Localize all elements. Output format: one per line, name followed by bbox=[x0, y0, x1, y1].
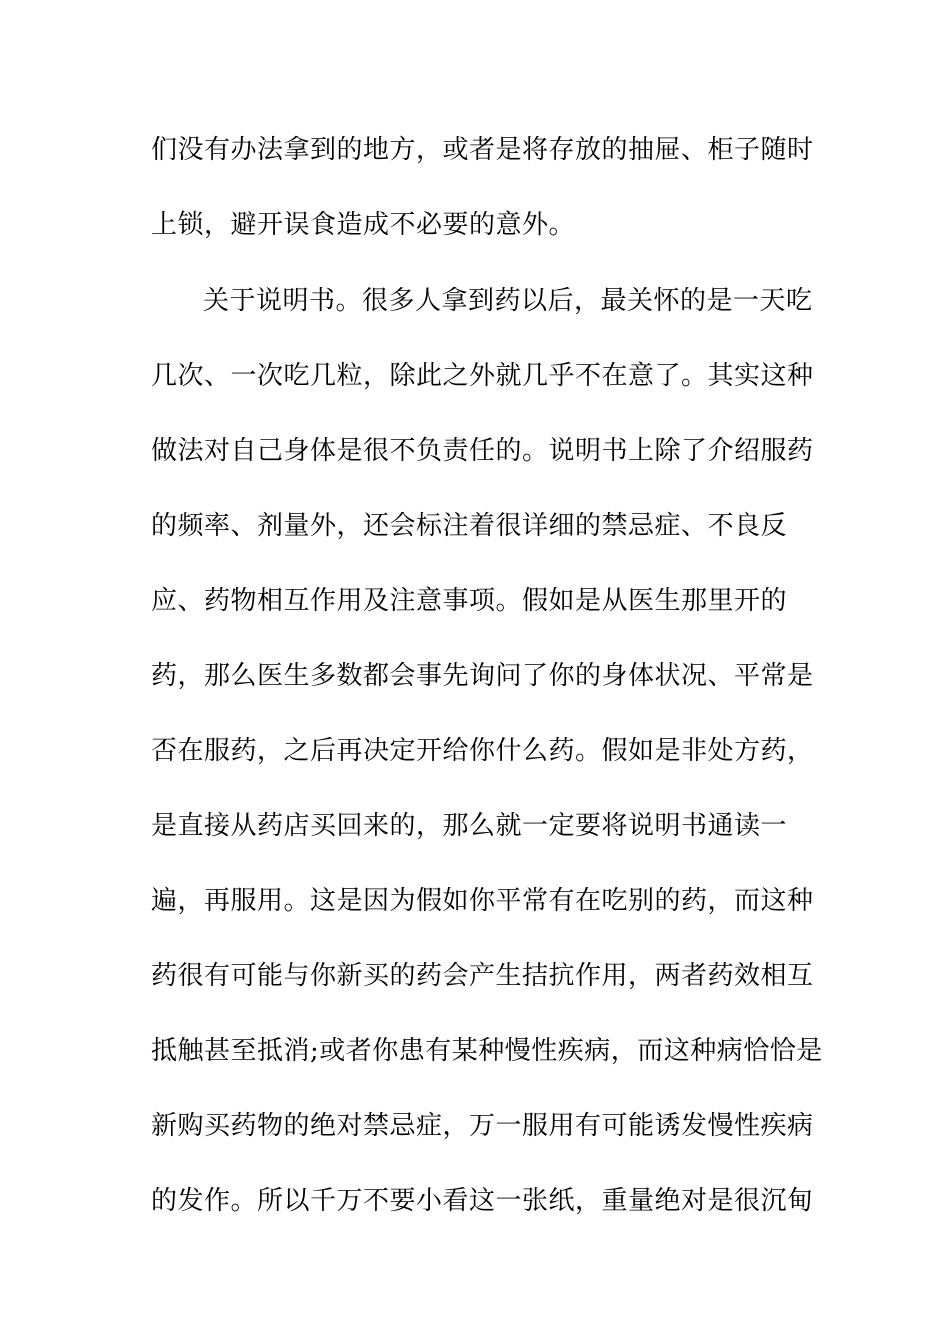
text-line: 做法对自己身体是很不负责任的。说明书上除了介绍服药 bbox=[151, 436, 814, 466]
text-line: 遍，再服用。这是因为假如你平常有在吃别的药，而这种 bbox=[151, 886, 814, 916]
text-line: 抵触甚至抵消;或者你患有某种慢性疾病，而这种病恰恰是 bbox=[151, 1036, 823, 1066]
text-line: 药，那么医生多数都会事先询问了你的身体状况、平常是 bbox=[151, 661, 814, 691]
text-line: 应、药物相互作用及注意事项。假如是从医生那里开的 bbox=[151, 586, 788, 616]
text-line: 是直接从药店买回来的，那么就一定要将说明书通读一 bbox=[151, 811, 788, 841]
text-line: 药很有可能与你新买的药会产生拮抗作用，两者药效相互 bbox=[151, 961, 814, 991]
text-line: 几次、一次吃几粒，除此之外就几乎不在意了。其实这种 bbox=[151, 361, 814, 391]
text-line: 上锁，避开误食造成不必要的意外。 bbox=[151, 210, 576, 240]
text-line: 的发作。所以千万不要小看这一张纸，重量绝对是很沉甸 bbox=[151, 1186, 814, 1216]
text-line: 的频率、剂量外，还会标注着很详细的禁忌症、不良反 bbox=[151, 511, 788, 541]
text-line: 新购买药物的绝对禁忌症，万一服用有可能诱发慢性疾病 bbox=[151, 1111, 814, 1141]
paragraph-start-line: 关于说明书。很多人拿到药以后，最关怀的是一天吃 bbox=[203, 286, 813, 316]
text-line: 否在服药，之后再决定开给你什么药。假如是非处方药， bbox=[151, 736, 814, 766]
text-line: 们没有办法拿到的地方，或者是将存放的抽屉、柜子随时 bbox=[151, 135, 814, 165]
